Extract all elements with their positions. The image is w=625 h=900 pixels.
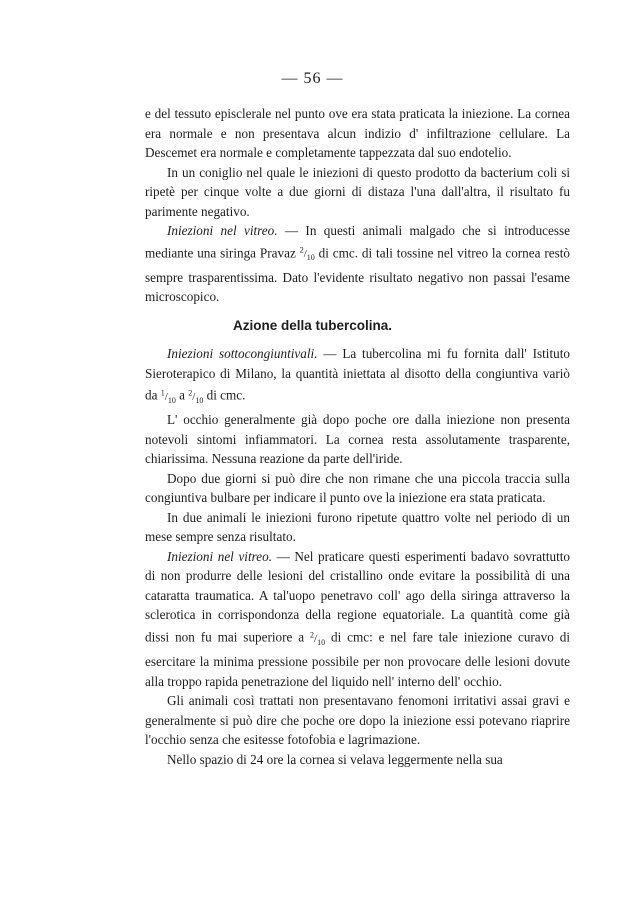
fraction-numerator: 2 — [310, 629, 315, 639]
fraction-denominator: 10 — [306, 253, 315, 263]
paragraph: Gli animali così trattati non presentavano fenomoni irritativi assai gravi e generalmente si può dire che poche ore dopo la iniezione essi potevano riaprire l'occhio senza che esitesse fotofobia e lagrimazione. — [145, 693, 570, 748]
fraction-denominator: 10 — [167, 395, 176, 405]
fraction-numerator: 2 — [188, 388, 193, 397]
paragraph-text: — La tubercolina mi fu fornita dall' Istituto Sieroterapico di Milano, la quantità iniettata al disotto della congiuntiva variò da — [145, 346, 570, 403]
fraction: $^2/_{10}$ — [188, 388, 204, 405]
paragraph: Nello spazio di 24 ore la cornea si velava leggermente nella sua — [167, 751, 503, 767]
paragraph: In due animali le iniezioni furono ripetute quattro volte nel periodo di un mese sempre senza risultato. — [145, 509, 570, 545]
paragraph: Dopo due giorni si può dire che non rimane che una piccola traccia sulla congiuntiva bulbare per indicare il punto ove la iniezione era stata praticata. — [145, 470, 570, 506]
paragraph-text: di cmc: e nel fare tale iniezione curavo di esercitare la minima pressione possibile per non provocare delle lesioni dovute alla troppo rapida penetrazione del liquido nell' interno dell' occhio. — [145, 629, 570, 689]
text-block-top — [145, 104, 570, 307]
paragraph-text: — Nel praticare questi esperimenti badavo sovrattutto di non produrre delle lesioni del cristallino onde evitare la possibilità di una cataratta traumatica. A tal'uopo penetravo coll' ago della siringa attraverso la sclerotica in corrispondonza della regione equatoriale. La quantità come già dissi non fu mai superiore a — [145, 548, 571, 645]
paragraph — [145, 344, 570, 410]
fraction: $^1/_{10}$ — [160, 388, 176, 405]
italic-subheading: Iniezioni sottocongiuntivali. — [167, 346, 318, 361]
section-heading: Azione della tubercolina. — [232, 318, 393, 333]
fraction-numerator: 1 — [160, 388, 165, 397]
fraction-denominator: 10 — [317, 637, 326, 647]
page-number: — 56 — — [281, 70, 344, 87]
fraction-numerator: 2 — [299, 245, 304, 255]
fraction: $^2/_{10}$ — [310, 629, 326, 647]
paragraph: e del tessuto episclerale nel punto ove era stata praticata la iniezione. La cornea era normale e non presentava alcun indizio d' infiltrazione cellulare. La Descemet era normale e completamente tappezzata dal suo endotelio. — [145, 106, 570, 160]
paragraph-text: di cmc. — [203, 387, 246, 403]
fraction: $^2/_{10}$ — [299, 245, 315, 263]
paragraph-text: — In questi animali malgado che si introducesse mediante una siringa Pravaz — [145, 223, 570, 261]
paragraph — [145, 221, 570, 307]
paragraph — [145, 547, 570, 691]
paragraph: L' occhio generalmente già dopo poche ore dalla iniezione non presenta notevoli sintomi infiammatori. La cornea resta assolutamente trasparente, chiarissima. Nessuna reazione da parte dell'iride. — [145, 412, 570, 467]
text-block-bottom — [145, 344, 570, 769]
italic-subheading: Iniezioni nel vitreo. — [167, 223, 278, 238]
fraction-denominator: 10 — [195, 395, 204, 405]
paragraph-text: a — [175, 387, 189, 403]
paragraph: In un coniglio nel quale le iniezioni di questo prodotto da bacterium coli si ripetè per cinque volte a due giorni di distaza l'una dall'altra, il risultato fu parimente negativo. — [145, 164, 570, 219]
italic-subheading: Iniezioni nel vitreo. — [167, 548, 273, 564]
paragraph-text: di cmc. di tali tossine nel vitreo la cornea restò sempre trasparentissima. Dato l'evidente risultato negativo non passai l'esame microscopico. — [145, 245, 570, 305]
